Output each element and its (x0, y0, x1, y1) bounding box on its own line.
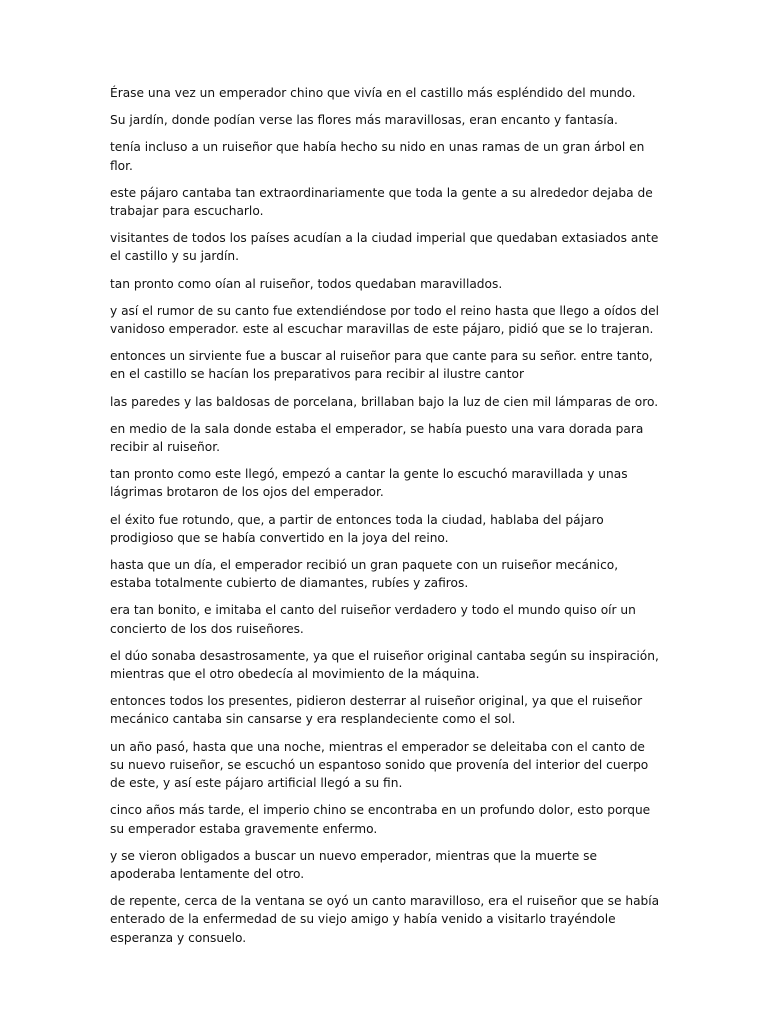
paragraph-8: entonces un sirviente fue a buscar al ruiseñor para que cante para su señor. entre tanto, en el castillo se hacían los preparativos para recibir al ilustre cantor (110, 349, 653, 382)
paragraph-7: y así el rumor de su canto fue extendiéndose por todo el reino hasta que llego a oídos del vanidoso emperador. este al escuchar maravillas de este pájaro, pidió que se lo trajeran. (110, 303, 659, 337)
paragraph-15: el dúo sonaba desastrosamente, ya que el ruiseñor original cantaba según su inspiración, mientras que el otro obedecía al movimiento de la máquina. (110, 648, 659, 682)
paragraph-10: en medio de la sala donde estaba el emperador, se había puesto una vara dorada para recibir al ruiseñor. (110, 421, 644, 455)
paragraph-9: las paredes y las baldosas de porcelana, brillaban bajo la luz de cien mil lámparas de oro. (110, 394, 659, 409)
paragraph-6: tan pronto como oían al ruiseñor, todos quedaban maravillados. (110, 276, 503, 291)
paragraph-4: este pájaro cantaba tan extraordinariamente que toda la gente a su alrededor dejaba de trabajar para escucharlo. (110, 185, 653, 219)
paragraph-17: un año pasó, hasta que una noche, mientras el emperador se deleitaba con el canto de su nuevo ruiseñor, se escuchó un espantoso sonido que provenía del interior del cuerpo de este, y así este pájaro artificial llegó a su fin. (110, 739, 649, 791)
paragraph-14: era tan bonito, e imitaba el canto del ruiseñor verdadero y todo el mundo quiso oír un concierto de los dos ruiseñores. (110, 603, 636, 636)
paragraph-19: y se vieron obligados a buscar un nuevo emperador, mientras que la muerte se apoderaba lentamente del otro. (110, 848, 597, 881)
paragraph-5: visitantes de todos los países acudían a la ciudad imperial que quedaban extasiados ante el castillo y su jardín. (110, 231, 659, 264)
paragraph-13: hasta que un día, el emperador recibió un gran paquete con un ruiseñor mecánico, estaba totalmente cubierto de diamantes, rubíes y zafiros. (110, 558, 619, 591)
paragraph-20: de repente, cerca de la ventana se oyó un canto maravilloso, era el ruiseñor que se había enterado de la enfermedad de su viejo amigo y había venido a visitarlo trayéndole esperanza y consuelo. (110, 894, 660, 945)
paragraph-2: Su jardín, donde podían verse las flores más maravillosas, eran encanto y fantasía. (110, 113, 618, 128)
paragraph-18: cinco años más tarde, el imperio chino se encontraba en un profundo dolor, esto porque su emperador estaba gravemente enfermo. (110, 803, 651, 836)
paragraph-12: el éxito fue rotundo, que, a partir de entonces toda la ciudad, hablaba del pájaro prodigioso que se había convertido en la joya del reino. (110, 512, 604, 545)
paragraph-16: entonces todos los presentes, pidieron desterrar al ruiseñor original, ya que el ruiseñor mecánico cantaba sin cansarse y era resplandeciente como el sol. (110, 694, 643, 727)
paragraph-1: Érase una vez un emperador chino que vivía en el castillo más espléndido del mundo. (110, 86, 636, 100)
paragraph-3: tenía incluso a un ruiseñor que había hecho su nido en unas ramas de un gran árbol en flor. (110, 140, 645, 173)
paragraph-11: tan pronto como este llegó, empezó a cantar la gente lo escuchó maravillada y unas lágrimas brotaron de los ojos del emperador. (110, 467, 628, 500)
